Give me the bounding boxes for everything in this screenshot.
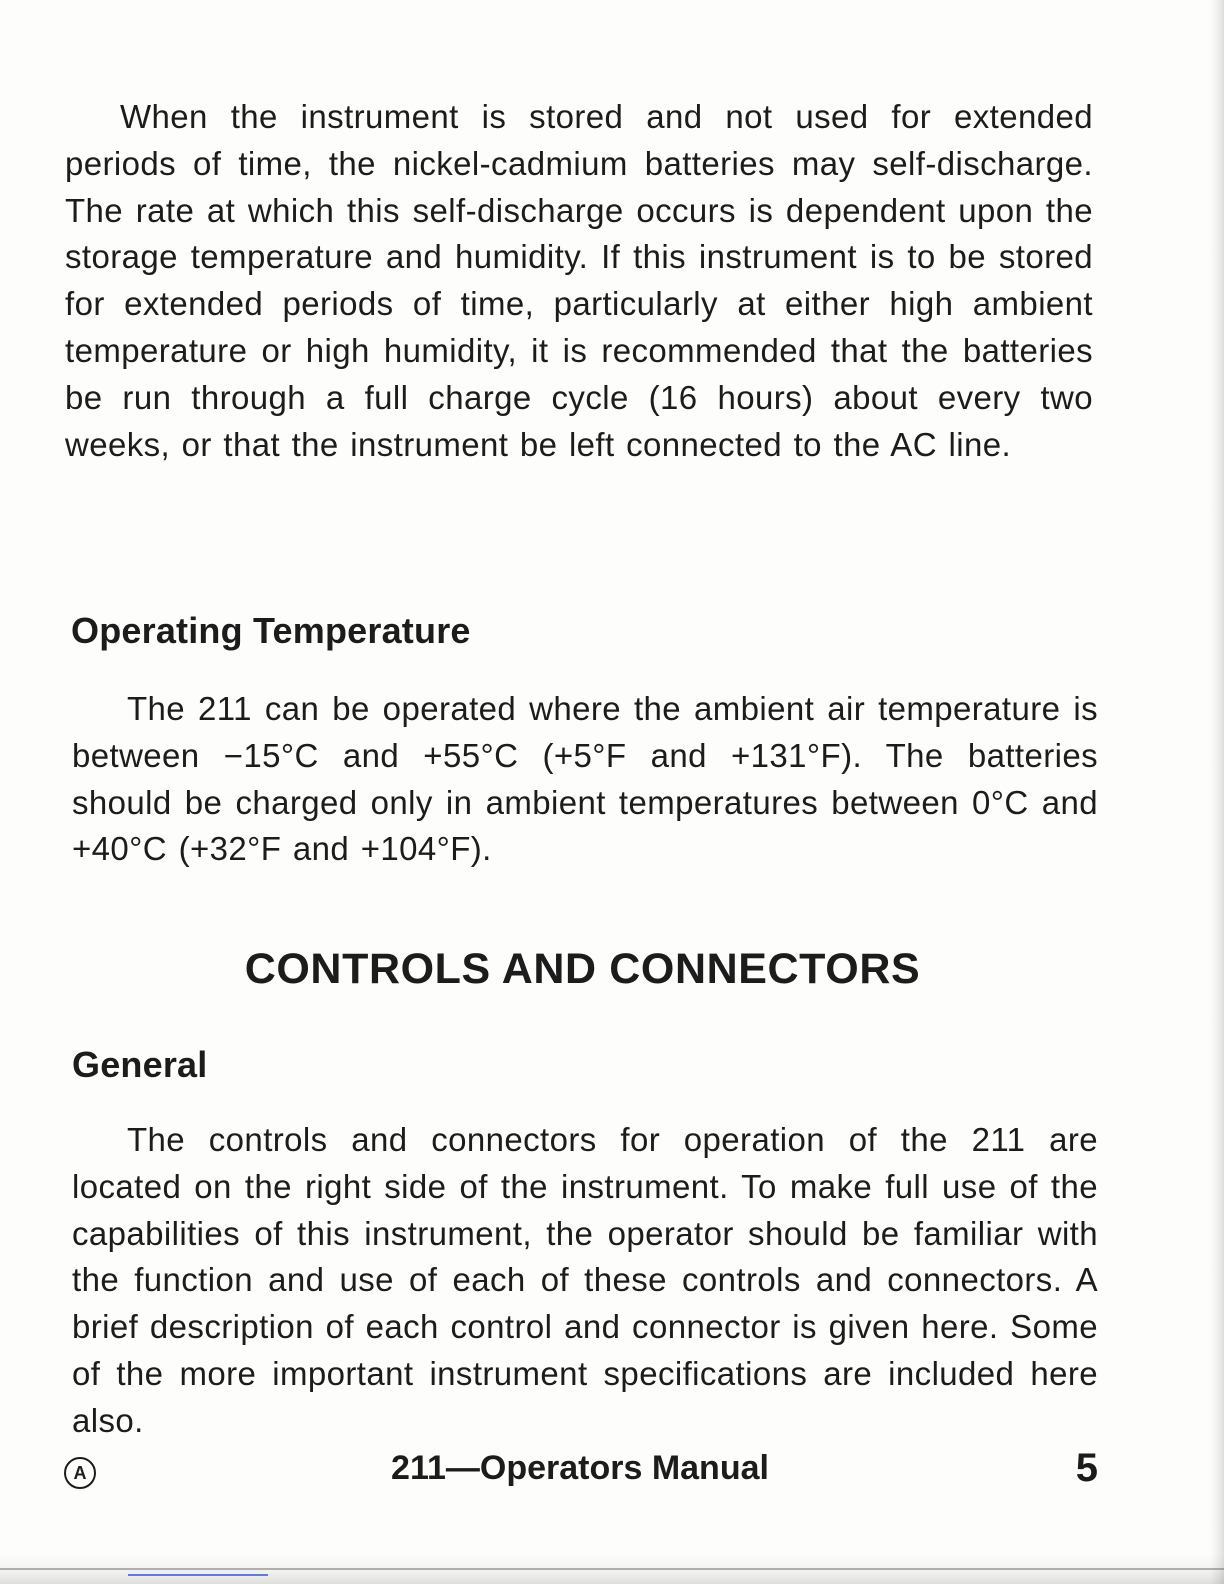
storage-paragraph: When the instrument is stored and not used for extended periods of time, the nickel-cadmium batteries may self-discharge. The rate at which this self-discharge occurs is dependent upon the storage temperature and humidity. If this instrument is to be stored for extended periods of time, particularly at either high ambient temperature or high humidity, it is recommended that the batteries be run through a full charge cycle (16 hours) about every two weeks, or that the instrument be left connected to the AC line. bbox=[65, 98, 1093, 463]
operating-temperature-heading: Operating Temperature bbox=[71, 610, 471, 651]
page-bottom-edge bbox=[0, 1568, 1224, 1570]
revision-mark-icon: A bbox=[64, 1457, 96, 1489]
page-edge-shadow bbox=[1210, 0, 1224, 1584]
general-paragraph: The controls and connectors for operation of the 211 are located on the right side of the instrument. To make full use of the capabilities of this instrument, the operator should be familiar with the function and use of each of these controls and connectors. A brief description of each control and connector is given here. Some of the more important instrument specifications are included here also. bbox=[72, 1121, 1098, 1439]
footer-manual-title: 211—Operators Manual bbox=[391, 1449, 769, 1487]
page-number: 5 bbox=[1075, 1446, 1098, 1490]
operating-temperature-paragraph: The 211 can be operated where the ambient air temperature is between −15°C and +55°C (+5°F and +131°F). The batteries should be charged only in ambient temperatures between 0°C and +40°C (+32°F and +104°F). bbox=[72, 690, 1098, 868]
blue-margin-mark bbox=[128, 1574, 268, 1576]
controls-and-connectors-title: CONTROLS AND CONNECTORS bbox=[244, 945, 921, 993]
general-heading: General bbox=[72, 1044, 208, 1085]
